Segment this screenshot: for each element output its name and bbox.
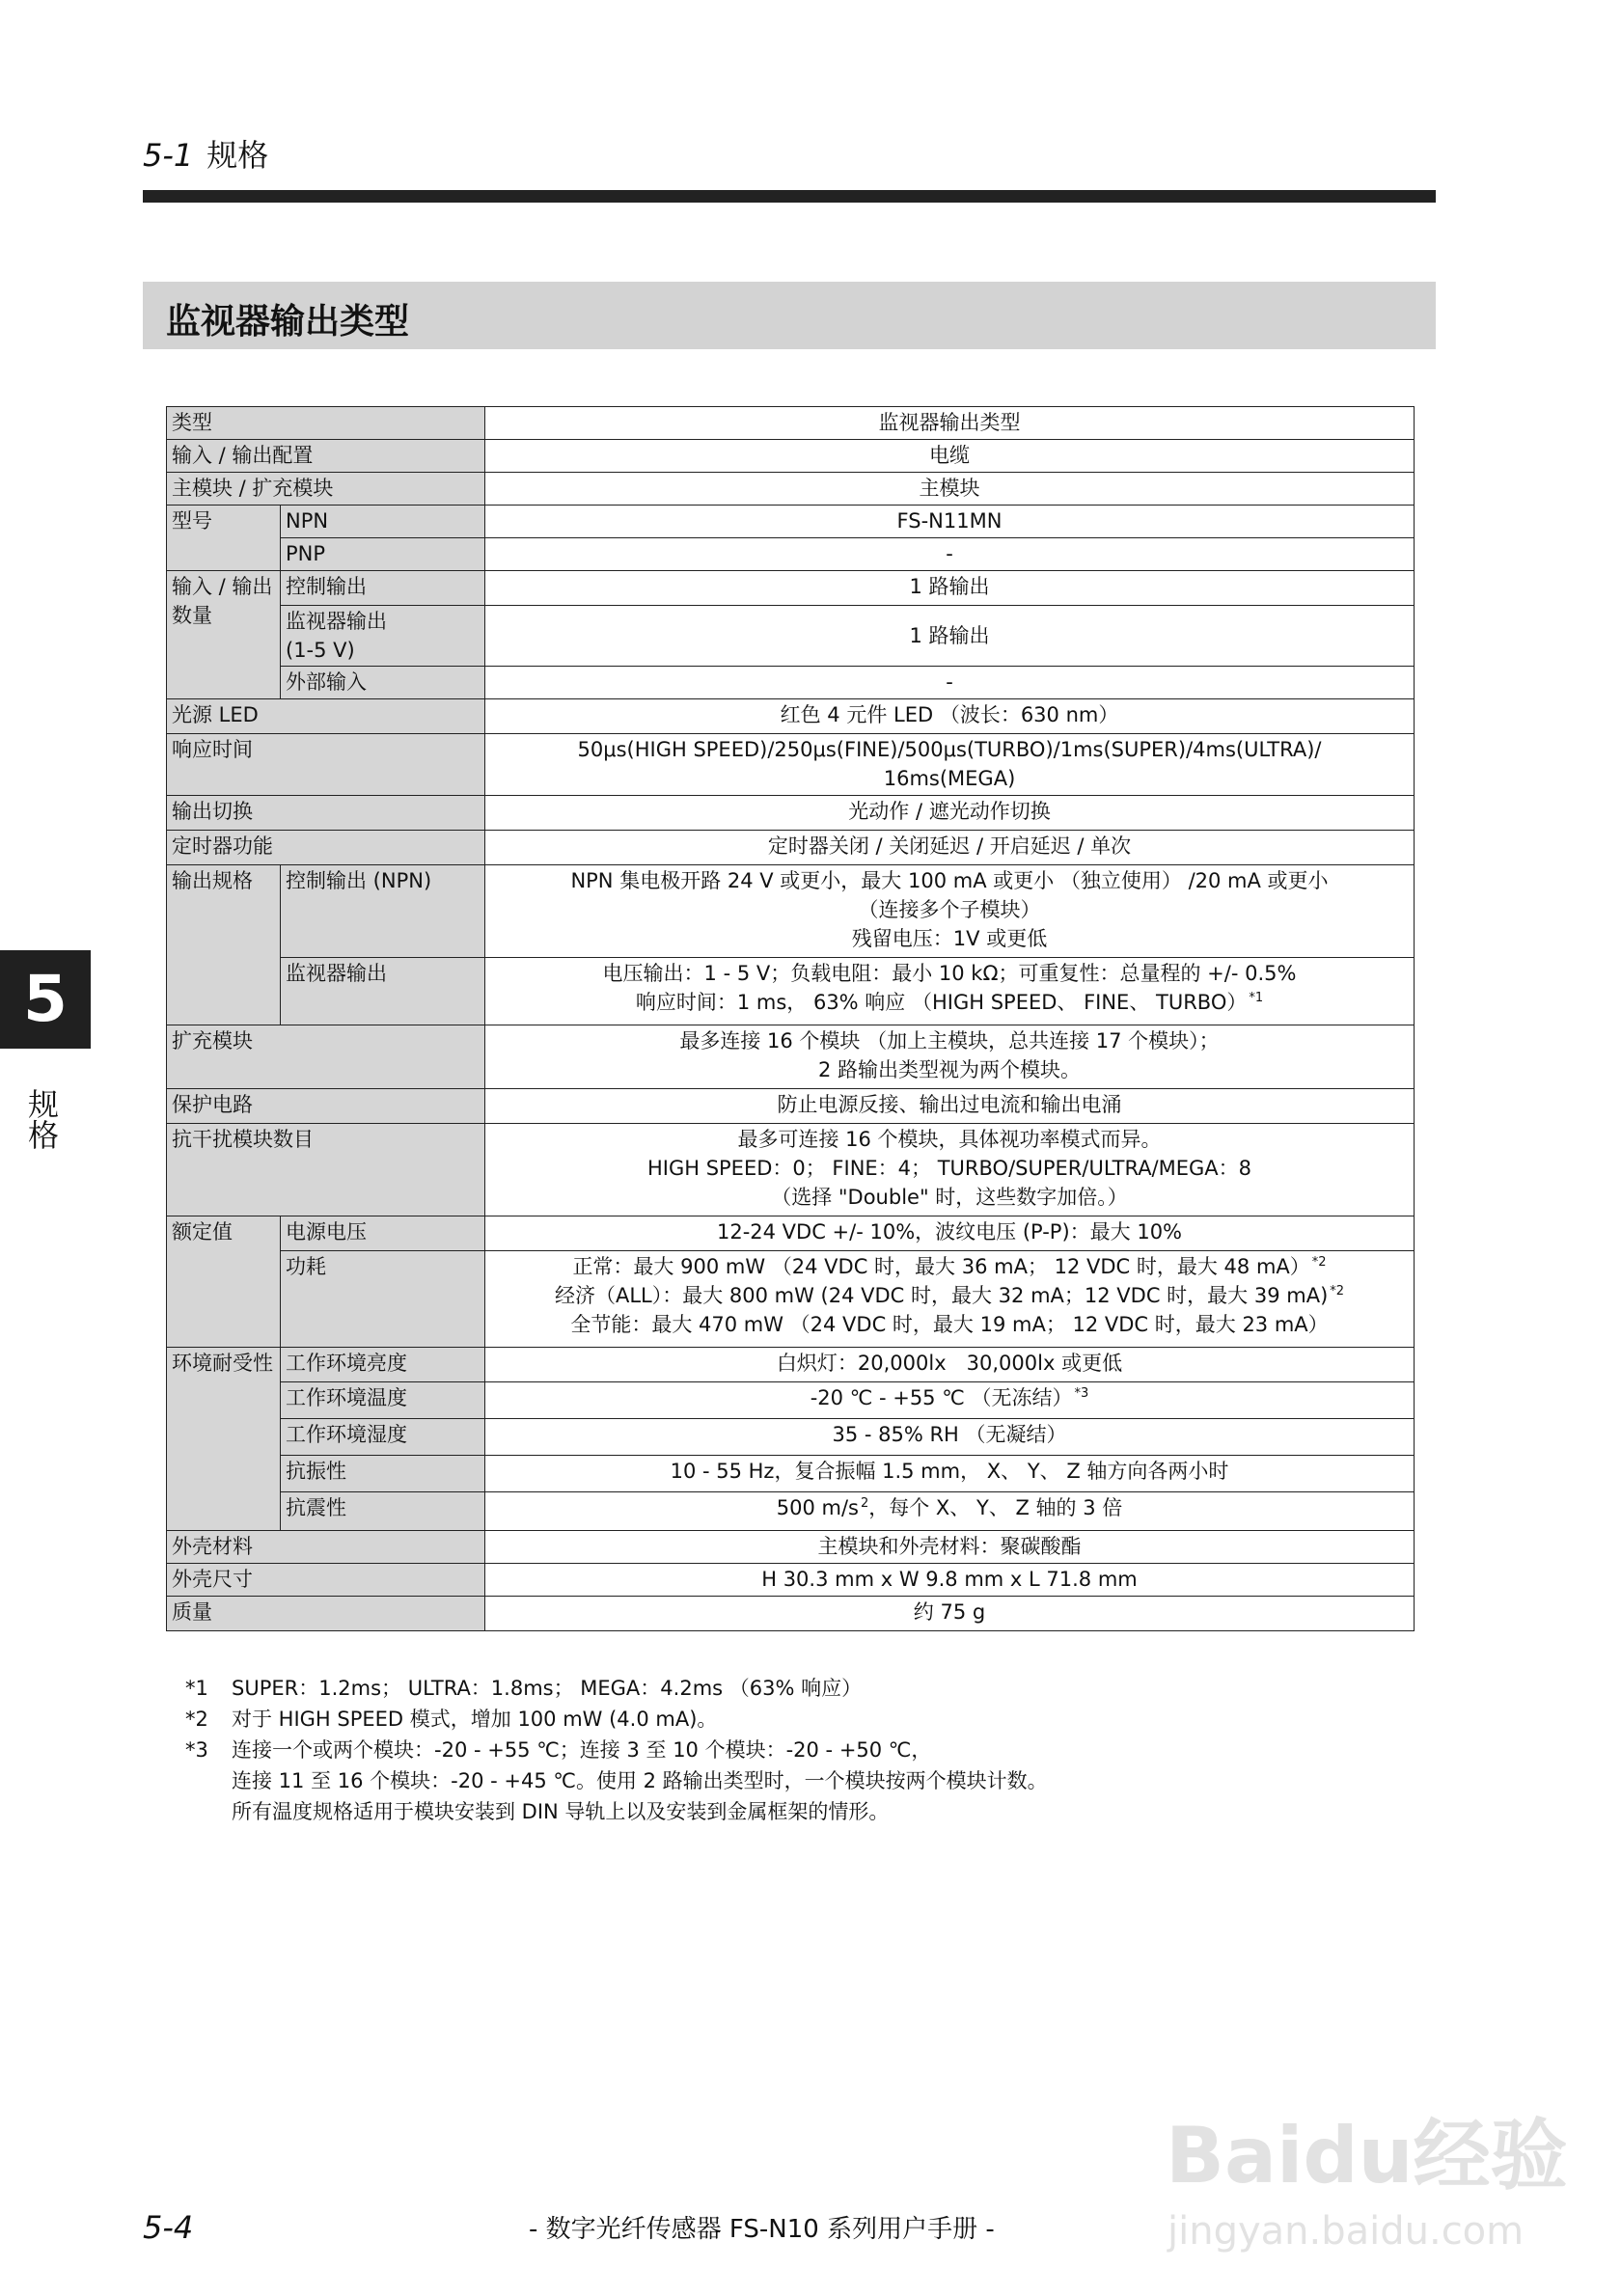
row-value: 1 路输出 (485, 606, 1415, 667)
row-label: 工作环境亮度 (281, 1348, 485, 1382)
value-line: 最多可连接 16 个模块，具体视功率模式而异。 (737, 1128, 1162, 1151)
value-line (490, 1281, 1409, 1310)
row-label: 工作环境温度 (281, 1382, 485, 1419)
row-label: 主模块 / 扩充模块 (167, 473, 485, 506)
footnote-ref: *3 (1074, 1386, 1089, 1401)
footnote-text: 连接 11 至 16 个模块：-20 - +45 ℃。使用 2 路输出类型时，一个模块按两个模块计数。 (232, 1769, 1048, 1792)
table-row (167, 1089, 1415, 1124)
footnote-mark: *3 (185, 1738, 208, 1762)
footnote-mark: *1 (185, 1677, 208, 1700)
value-line: 电压输出：1 - 5 V；负载电阻：最小 10 kΩ；可重复性：总量程的 +/- 0.5% (602, 962, 1297, 985)
table-row (167, 1531, 1415, 1564)
row-value (485, 1124, 1415, 1216)
table-row (167, 1492, 1415, 1531)
row-label: 监视器输出 (281, 958, 485, 1025)
value-line (490, 1252, 1409, 1281)
row-value: - (485, 538, 1415, 571)
value-line: 全节能：最大 470 mW （24 VDC 时，最大 19 mA； 12 VDC 时，最大 23 mA） (570, 1313, 1329, 1336)
table-row (167, 831, 1415, 865)
table-row (167, 958, 1415, 1025)
table-row (167, 667, 1415, 699)
row-value (485, 1382, 1415, 1419)
group-label: 型号 (167, 506, 281, 571)
table-row (167, 865, 1415, 958)
row-value: 35 - 85% RH （无凝结） (485, 1419, 1415, 1456)
row-value: 12-24 VDC +/- 10%，波纹电压 (P-P)：最大 10% (485, 1216, 1415, 1251)
header-rule (143, 190, 1436, 203)
table-row (167, 1251, 1415, 1348)
row-value (485, 1492, 1415, 1531)
footnotes (185, 1673, 1048, 1827)
footnote-text: 连接一个或两个模块：-20 - +55 ℃；连接 3 至 10 个模块：-20 - +50 ℃， (232, 1738, 932, 1762)
table-row (167, 1382, 1415, 1419)
row-label: 电源电压 (281, 1216, 485, 1251)
section-number: 5-1 (143, 137, 194, 174)
row-value: 监视器输出类型 (485, 407, 1415, 440)
footnote-ref: *2 (1330, 1284, 1345, 1298)
table-row (167, 440, 1415, 473)
group-label: 额定值 (167, 1216, 281, 1348)
row-label: 输入 / 输出配置 (167, 440, 485, 473)
row-value: H 30.3 mm x W 9.8 mm x L 71.8 mm (485, 1564, 1415, 1597)
table-row (167, 1025, 1415, 1089)
row-label: 外壳材料 (167, 1531, 485, 1564)
footnote-text: 对于 HIGH SPEED 模式，增加 100 mW (4.0 mA)。 (232, 1708, 718, 1731)
row-value (485, 1251, 1415, 1348)
row-label: 外部输入 (281, 667, 485, 699)
table-row (167, 1597, 1415, 1631)
label-line: (1-5 V) (286, 639, 355, 662)
row-label: 定时器功能 (167, 831, 485, 865)
row-label: 抗振性 (281, 1456, 485, 1492)
row-label: 保护电路 (167, 1089, 485, 1124)
value-line: （连接多个子模块） (858, 898, 1041, 921)
value-line: 残留电压：1V 或更低 (851, 927, 1048, 950)
row-value: 1 路输出 (485, 571, 1415, 606)
page-number: 5-4 (143, 2209, 194, 2246)
table-row (167, 1124, 1415, 1216)
value-text: 500 m/s (776, 1496, 859, 1519)
table-row (167, 1564, 1415, 1597)
row-label: 输出切换 (167, 796, 485, 831)
table-row (167, 1348, 1415, 1382)
group-label: 输入 / 输出数量 (167, 571, 281, 699)
table-row (167, 796, 1415, 831)
row-value: 10 - 55 Hz，复合振幅 1.5 mm， X、 Y、 Z 轴方向各两小时 (485, 1456, 1415, 1492)
row-label: 光源 LED (167, 699, 485, 734)
row-value: 红色 4 元件 LED （波长：630 nm） (485, 699, 1415, 734)
row-value (485, 958, 1415, 1025)
value-line: 16ms(MEGA) (883, 767, 1016, 790)
row-label (281, 606, 485, 667)
footnote (185, 1704, 1048, 1735)
row-label: NPN (281, 506, 485, 538)
row-label: 抗干扰模块数目 (167, 1124, 485, 1216)
watermark-url: jingyan.baidu.com (1168, 2209, 1525, 2254)
table-row (167, 506, 1415, 538)
table-row (167, 538, 1415, 571)
table-row (167, 1419, 1415, 1456)
row-value: 白炽灯：20,000lx 30,000lx 或更低 (485, 1348, 1415, 1382)
row-label: 质量 (167, 1597, 485, 1631)
row-label: 响应时间 (167, 734, 485, 796)
row-label: 控制输出 (NPN) (281, 865, 485, 958)
section-heading-bar (143, 282, 1436, 349)
superscript: 2 (860, 1496, 869, 1511)
section-heading: 监视器输出类型 (166, 302, 410, 342)
value-text: ，每个 X、 Y、 Z 轴的 3 倍 (868, 1496, 1123, 1519)
table-row (167, 606, 1415, 667)
section-header (143, 131, 268, 176)
section-title: 规格 (206, 137, 269, 174)
footnote-text: SUPER：1.2ms； ULTRA：1.8ms； MEGA：4.2ms （63% 响应） (232, 1677, 863, 1700)
row-value: 定时器关闭 / 关闭延迟 / 开启延迟 / 单次 (485, 831, 1415, 865)
row-label: PNP (281, 538, 485, 571)
value-line: 2 路输出类型视为两个模块。 (817, 1058, 1082, 1081)
table-row (167, 571, 1415, 606)
label-line: 监视器输出 (286, 610, 387, 633)
footnote (185, 1673, 1048, 1704)
row-value: 主模块和外壳材料：聚碳酸酯 (485, 1531, 1415, 1564)
value-line: HIGH SPEED：0； FINE：4； TURBO/SUPER/ULTRA/MEGA：8 (646, 1157, 1252, 1180)
footnote-text: 所有温度规格适用于模块安装到 DIN 导轨上以及安装到金属框架的情形。 (232, 1800, 890, 1823)
row-label: 工作环境湿度 (281, 1419, 485, 1456)
row-value: FS-N11MN (485, 506, 1415, 538)
footnote (185, 1735, 1048, 1765)
table-row (167, 1456, 1415, 1492)
footnote-mark: *2 (185, 1708, 208, 1731)
row-label: 功耗 (281, 1251, 485, 1348)
row-value: 约 75 g (485, 1597, 1415, 1631)
value-text: -20 ℃ - +55 ℃ （无冻结） (810, 1386, 1073, 1409)
row-label: 控制输出 (281, 571, 485, 606)
value-line: 最多连接 16 个模块 （加上主模块，总共连接 17 个模块）； (679, 1029, 1220, 1052)
value-line (490, 988, 1409, 1017)
row-value (485, 734, 1415, 796)
footnote-ref: *2 (1311, 1255, 1327, 1270)
spec-table (166, 406, 1415, 1631)
value-line: 50μs(HIGH SPEED)/250μs(FINE)/500μs(TURBO)/1ms(SUPER)/4ms(ULTRA)/ (577, 738, 1322, 761)
row-value: - (485, 667, 1415, 699)
row-value: 主模块 (485, 473, 1415, 506)
row-value (485, 865, 1415, 958)
footer-title: - 数字光纤传感器 FS-N10 系列用户手册 - (529, 2215, 995, 2244)
value-text: 经济（ALL）：最大 800 mW (24 VDC 时，最大 32 mA；12 VDC 时，最大 39 mA) (554, 1284, 1329, 1307)
value-text: 响应时间：1 ms， 63% 响应 （HIGH SPEED、 FINE、 TURBO） (635, 991, 1248, 1014)
row-label: 扩充模块 (167, 1025, 485, 1089)
row-value: 光动作 / 遮光动作切换 (485, 796, 1415, 831)
chapter-tab: 5 (0, 950, 91, 1049)
table-row (167, 699, 1415, 734)
table-row (167, 1216, 1415, 1251)
group-label: 输出规格 (167, 865, 281, 1025)
row-value: 电缆 (485, 440, 1415, 473)
table-row (167, 473, 1415, 506)
group-label: 环境耐受性 (167, 1348, 281, 1531)
table-row (167, 734, 1415, 796)
value-line: （选择 "Double" 时，这些数字加倍。） (771, 1186, 1128, 1209)
chapter-tab-label: 规格 (23, 1088, 60, 1150)
row-label: 类型 (167, 407, 485, 440)
row-label: 外壳尺寸 (167, 1564, 485, 1597)
value-text: 正常：最大 900 mW （24 VDC 时，最大 36 mA； 12 VDC 时，最大 48 mA） (572, 1255, 1310, 1278)
table-row (167, 407, 1415, 440)
footnote-ref: *1 (1249, 991, 1264, 1005)
row-label: 抗震性 (281, 1492, 485, 1531)
value-line: NPN 集电极开路 24 V 或更小，最大 100 mA 或更小 （独立使用） /20 mA 或更小 (570, 869, 1329, 892)
row-value: 防止电源反接、输出过电流和输出电涌 (485, 1089, 1415, 1124)
row-value (485, 1025, 1415, 1089)
watermark-logo: Baidu经验 (1166, 2111, 1568, 2200)
